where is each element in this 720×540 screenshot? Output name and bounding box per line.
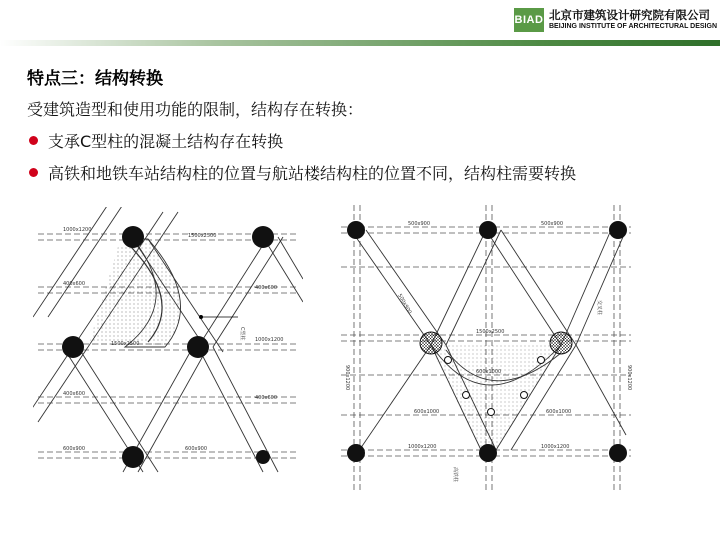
small-column-marker	[521, 392, 528, 399]
beam-label: 1500x2500	[476, 329, 505, 335]
beam-label: 500x900	[541, 221, 564, 227]
beam-label: 1000x1200	[255, 337, 284, 343]
beam-label: 500x900	[396, 293, 413, 316]
beam-label: 400x600	[63, 281, 86, 287]
high-speed-rail-column-label: 高铁柱	[452, 467, 458, 483]
column-node	[609, 444, 627, 462]
company-logo	[514, 8, 717, 32]
small-column-marker	[463, 392, 470, 399]
column-node	[187, 336, 209, 358]
beam-label: 1500x2500	[188, 233, 217, 239]
beam-label: 1000x1200	[541, 444, 570, 450]
column-node	[479, 444, 497, 462]
beam-label: 500x900	[408, 221, 431, 227]
company-name	[549, 9, 717, 31]
company-name-cn: 北京市建筑设计研究院有限公司	[549, 8, 710, 22]
small-column-marker	[445, 357, 452, 364]
intro-text: 受建筑造型和使用功能的限制，结构存在转换：	[27, 100, 364, 119]
header-gradient-bar	[0, 40, 720, 46]
bullet-text: 支承C型柱的混凝土结构存在转换	[48, 132, 284, 151]
column-node	[479, 221, 497, 239]
column-node	[609, 221, 627, 239]
bullet-item	[29, 129, 283, 152]
column-node	[256, 450, 270, 464]
beam-label: 600x900	[63, 446, 86, 452]
column-node	[122, 446, 144, 468]
column-node	[252, 226, 274, 248]
slide-header	[0, 0, 720, 48]
beam-label: 600x900	[185, 446, 208, 452]
column-node	[347, 444, 365, 462]
beam-label: 1000x1200	[63, 227, 92, 233]
bullet-item	[29, 161, 576, 184]
beam-label: 1500x2500	[111, 341, 140, 347]
bullet-text: 高铁和地铁车站结构柱的位置与航站楼结构柱的位置不同，结构柱需要转换	[48, 164, 577, 183]
biad-logo-mark: BIAD	[514, 8, 544, 32]
transfer-column-node	[420, 332, 442, 354]
beam-label: 1000x1200	[408, 444, 437, 450]
cross-column-label: 交叉柱	[596, 300, 602, 316]
company-name-en: BEIJING INSTITUTE OF ARCHITECTURAL DESIGN	[549, 23, 718, 30]
beam-label: 400x600	[255, 395, 278, 401]
beam-label: 600x1000	[476, 369, 502, 375]
left-structural-drawing	[33, 207, 303, 482]
beam-label: 600x1000	[414, 409, 440, 415]
beam-label: 400x600	[63, 391, 86, 397]
small-column-marker	[538, 357, 545, 364]
column-node	[122, 226, 144, 248]
beam-label: 400x600	[255, 285, 278, 291]
column-node	[62, 336, 84, 358]
right-structural-drawing	[336, 205, 636, 490]
beam-label: 900x1200	[344, 365, 350, 391]
small-column-marker	[488, 409, 495, 416]
slide-title: 特点三：结构转换	[27, 69, 163, 89]
transfer-column-node	[550, 332, 572, 354]
c-column-label: C型柱	[239, 327, 245, 341]
beam-label: 600x1000	[546, 409, 572, 415]
beam-label: 900x1200	[626, 365, 632, 391]
column-node	[347, 221, 365, 239]
bullet-dot-icon	[29, 168, 38, 177]
bullet-dot-icon	[29, 136, 38, 145]
